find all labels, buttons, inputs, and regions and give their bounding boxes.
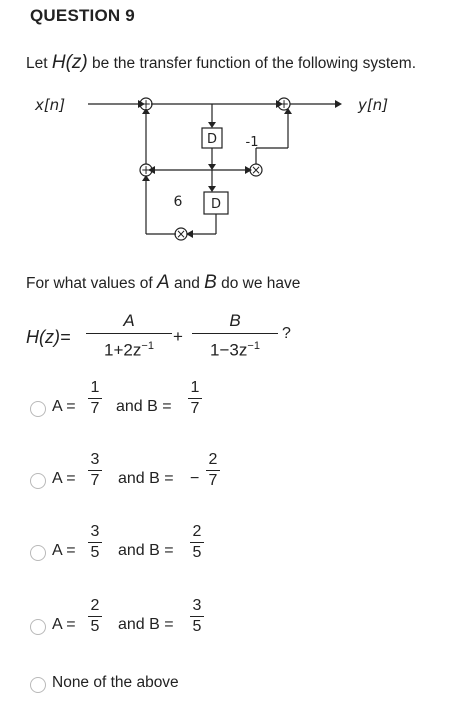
multiplier-bottom-symbol: × bbox=[175, 227, 187, 241]
option-3-b-label: and B = bbox=[118, 542, 174, 559]
radio-option-4[interactable] bbox=[30, 619, 46, 635]
delay-2-label: D bbox=[210, 197, 222, 212]
option-4-b-label: and B = bbox=[118, 616, 174, 633]
block-diagram bbox=[0, 84, 474, 254]
option-1-a-fraction: 1 7 bbox=[88, 379, 102, 418]
question-intro bbox=[26, 52, 416, 74]
prompt-b: B bbox=[204, 272, 217, 293]
option-2-a-label: A = bbox=[52, 470, 76, 487]
multiplier-top-symbol: × bbox=[250, 163, 262, 177]
gain-bottom-label: 6 bbox=[173, 194, 183, 210]
option-1-b-fraction: 1 7 bbox=[188, 379, 202, 418]
fraction-a-numerator: A bbox=[123, 311, 135, 330]
radio-option-2[interactable] bbox=[30, 473, 46, 489]
output-label: y[n] bbox=[357, 96, 389, 114]
option-2-a-fraction: 3 7 bbox=[88, 451, 102, 490]
option-1[interactable] bbox=[0, 376, 474, 436]
prompt-middle: and bbox=[169, 275, 205, 292]
option-3-a-label: A = bbox=[52, 542, 76, 559]
adder-3-symbol: + bbox=[140, 163, 152, 177]
intro-hz: H(z) bbox=[51, 52, 88, 73]
gain-top-label: -1 bbox=[245, 135, 259, 150]
fraction-b bbox=[192, 311, 278, 361]
prompt-a: A bbox=[156, 272, 170, 293]
delay-1-label: D bbox=[206, 132, 218, 147]
option-2-b-sign: − bbox=[190, 470, 200, 487]
input-label: x[n] bbox=[34, 96, 66, 114]
adder-1-symbol: + bbox=[140, 97, 152, 111]
option-2-b-label: and B = bbox=[118, 470, 174, 487]
adder-2-symbol: + bbox=[278, 97, 290, 111]
equation-lhs: H(z)= bbox=[26, 327, 71, 347]
option-3-a-fraction: 3 5 bbox=[88, 523, 102, 562]
prompt-prefix: For what values of bbox=[26, 275, 157, 292]
fraction-b-numerator: B bbox=[229, 311, 241, 330]
option-none-label[interactable]: None of the above bbox=[52, 674, 179, 691]
transfer-function-equation bbox=[26, 311, 326, 367]
radio-option-none[interactable] bbox=[30, 677, 46, 693]
prompt-suffix: do we have bbox=[216, 275, 301, 292]
option-3-b-fraction: 2 5 bbox=[190, 523, 204, 562]
option-4-b-fraction: 3 5 bbox=[190, 597, 204, 636]
fraction-b-denominator: $1-3z^{-1}$ bbox=[210, 340, 260, 360]
option-4[interactable] bbox=[0, 594, 474, 654]
radio-option-3[interactable] bbox=[30, 545, 46, 561]
question-prompt bbox=[26, 272, 300, 294]
option-3[interactable] bbox=[0, 520, 474, 580]
option-4-a-label: A = bbox=[52, 616, 76, 633]
output-arrow bbox=[335, 100, 342, 108]
equation-plus: + bbox=[173, 327, 183, 346]
fraction-a-denominator: $1+2z^{-1}$ bbox=[104, 340, 154, 360]
intro-prefix: Let bbox=[26, 55, 52, 72]
fraction-a bbox=[86, 311, 172, 361]
question-title: QUESTION 9 bbox=[30, 6, 135, 25]
option-2-b-fraction: 2 7 bbox=[206, 451, 220, 490]
option-1-a-label: A = bbox=[52, 398, 76, 415]
radio-option-1[interactable] bbox=[30, 401, 46, 417]
equation-question-mark: ? bbox=[282, 325, 291, 342]
intro-suffix: be the transfer function of the following system. bbox=[87, 55, 417, 72]
option-1-b-label: and B = bbox=[116, 398, 172, 415]
option-2[interactable] bbox=[0, 448, 474, 508]
option-4-a-fraction: 2 5 bbox=[88, 597, 102, 636]
